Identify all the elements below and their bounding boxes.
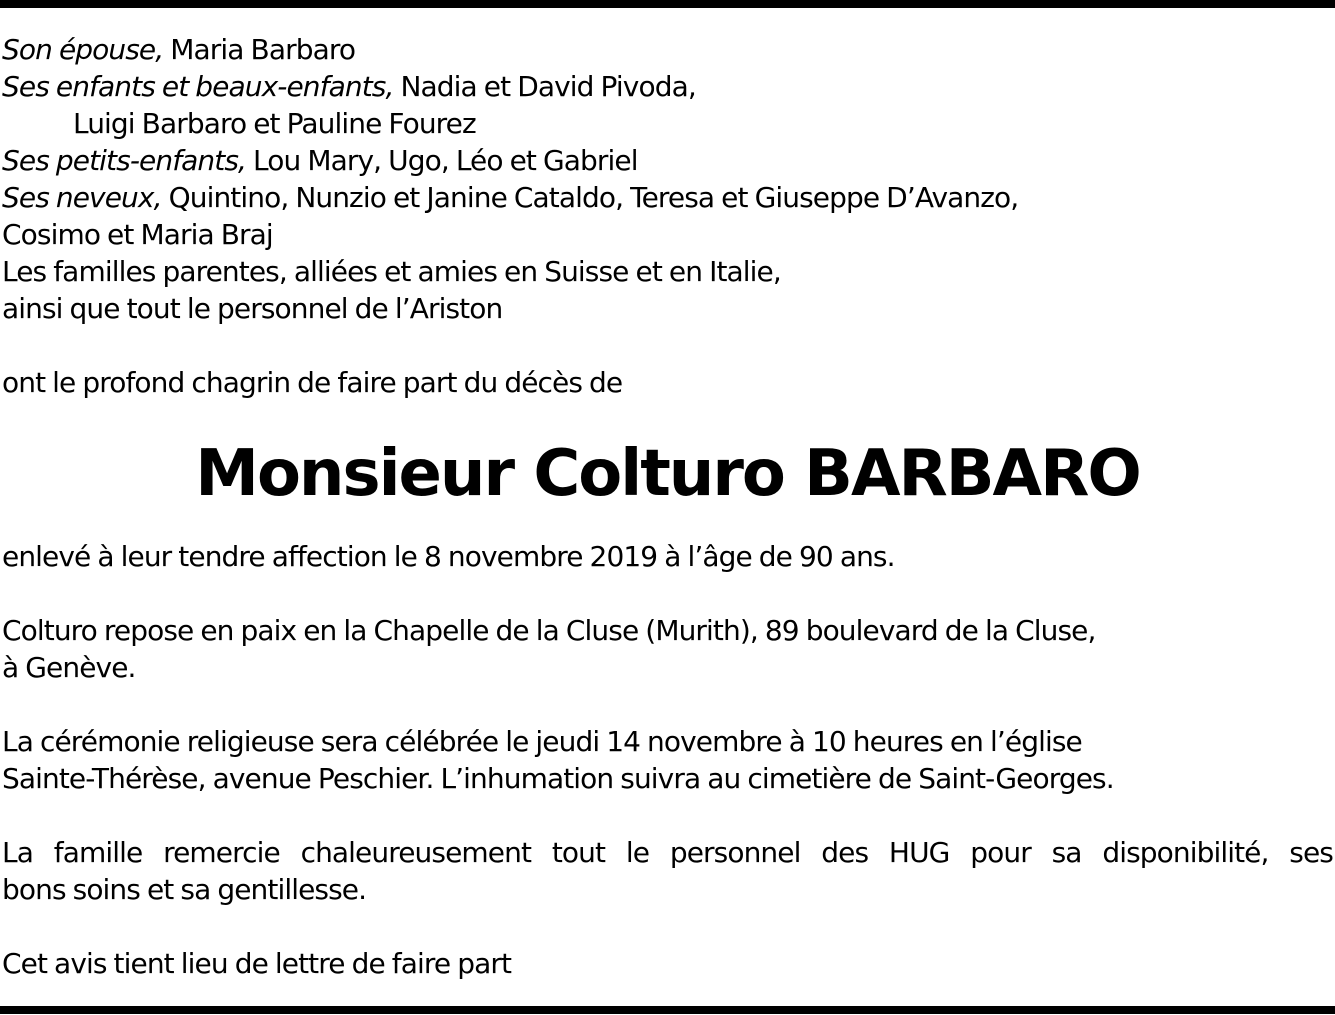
thanks-paragraph bbox=[2, 834, 1333, 908]
family-list bbox=[2, 31, 1333, 401]
family-line-children-cont bbox=[2, 105, 1333, 142]
death-text: enlevé à leur tendre affection le 8 novembre 2019 à l’âge de 90 ans. bbox=[2, 540, 895, 573]
bottom-border-rule bbox=[0, 1006, 1335, 1014]
family-line-nephews-cont bbox=[2, 216, 1333, 253]
family-line-children bbox=[2, 68, 1333, 105]
ceremony-text-line-1: La cérémonie religieuse sera célébrée le jeudi 14 novembre à 10 heures en l’église bbox=[2, 725, 1082, 758]
repose-paragraph bbox=[2, 612, 1333, 686]
deceased-name: Monsieur Colturo BARBARO bbox=[195, 437, 1140, 511]
family-line-grandchildren bbox=[2, 142, 1333, 179]
family-line-spouse bbox=[2, 31, 1333, 68]
top-border-rule bbox=[0, 0, 1335, 8]
thanks-text-line-2: bons soins et sa gentillesse. bbox=[2, 873, 367, 906]
repose-text-line-1: Colturo repose en paix en la Chapelle de la Cluse (Murith), 89 boulevard de la Cluse, bbox=[2, 614, 1096, 647]
family-names: ainsi que tout le personnel de l’Ariston bbox=[2, 292, 503, 325]
family-names: Nadia et David Pivoda, bbox=[393, 70, 696, 103]
closing-paragraph bbox=[2, 945, 1333, 982]
family-names: Lou Mary, Ugo, Léo et Gabriel bbox=[246, 144, 638, 177]
family-names: Quintino, Nunzio et Janine Cataldo, Teresa et Giuseppe D’Avanzo, bbox=[161, 181, 1019, 214]
family-names: Les familles parentes, alliées et amies en Suisse et en Italie, bbox=[2, 255, 781, 288]
family-line-relatives bbox=[2, 253, 1333, 290]
notice-body bbox=[2, 538, 1333, 982]
family-role: Ses neveux, bbox=[2, 181, 162, 214]
death-paragraph bbox=[2, 538, 1333, 575]
family-line-staff bbox=[2, 290, 1333, 327]
thanks-text-line-1: La famille remercie chaleureusement tout le personnel des HUG pour sa disponibilité, ses bbox=[2, 836, 1333, 869]
family-names: Maria Barbaro bbox=[163, 33, 356, 66]
family-line-nephews bbox=[2, 179, 1333, 216]
closing-text: Cet avis tient lieu de lettre de faire part bbox=[2, 947, 512, 980]
ceremony-paragraph bbox=[2, 723, 1333, 797]
family-names: Cosimo et Maria Braj bbox=[2, 218, 273, 251]
family-names: Luigi Barbaro et Pauline Fourez bbox=[73, 107, 476, 140]
family-role: Ses enfants et beaux-enfants, bbox=[2, 70, 394, 103]
family-role: Ses petits-enfants, bbox=[2, 144, 247, 177]
ceremony-text-line-2: Sainte-Thérèse, avenue Peschier. L’inhumation suivra au cimetière de Saint-Georges. bbox=[2, 762, 1114, 795]
repose-text-line-2: à Genève. bbox=[2, 651, 136, 684]
family-role: Son épouse, bbox=[2, 33, 164, 66]
announcement-text: ont le profond chagrin de faire part du décès de bbox=[2, 366, 623, 399]
